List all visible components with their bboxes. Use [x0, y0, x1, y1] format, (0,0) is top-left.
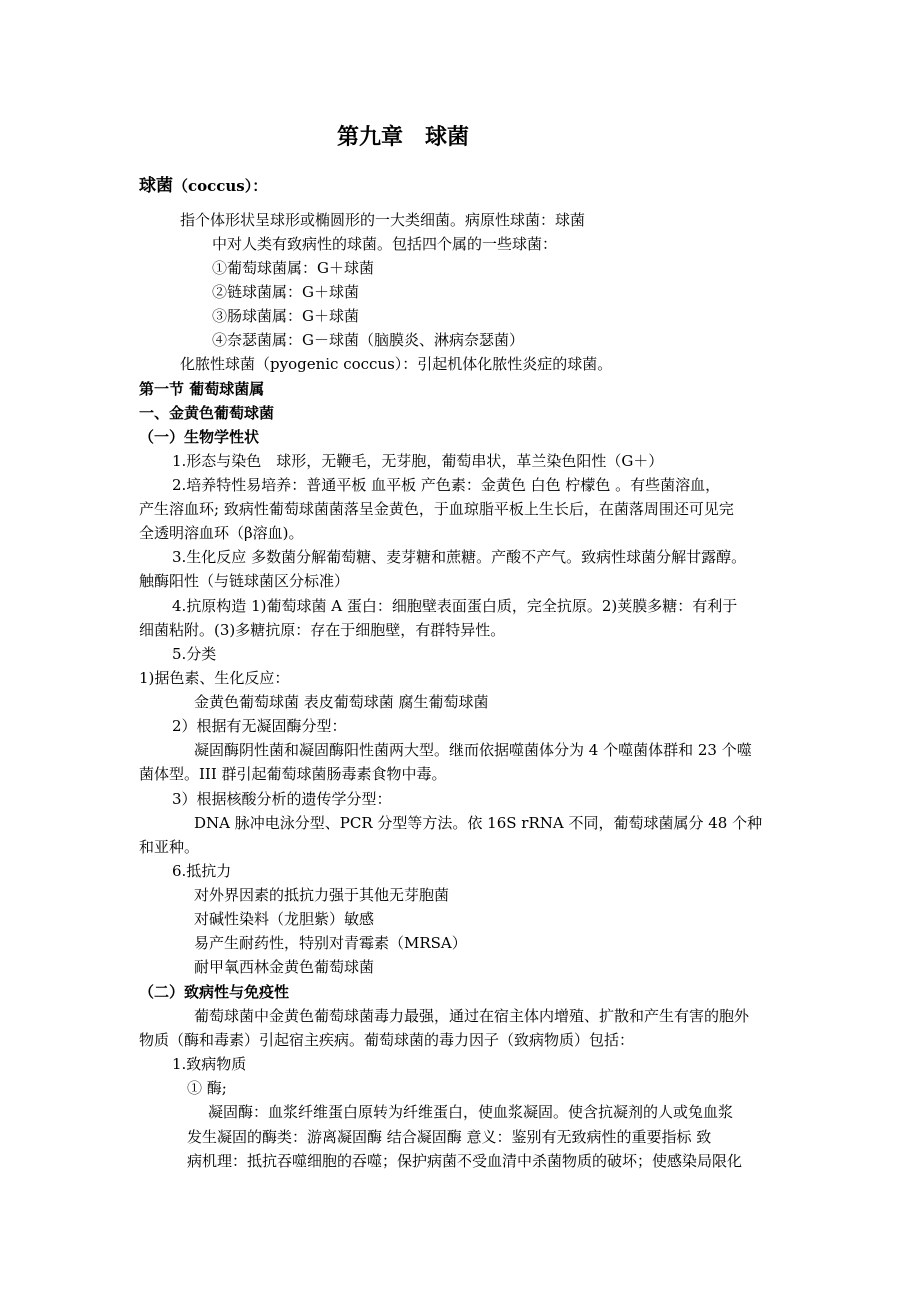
coccus-heading — [139, 175, 267, 197]
paragraph-line: 耐甲氧西林金黄色葡萄球菌 — [194, 958, 375, 976]
paragraph-line: 指个体形状呈球形或椭圆形的一大类细菌。病原性球菌：球菌 — [180, 211, 586, 229]
list-item: ②链球菌属：G＋球菌 — [212, 283, 359, 301]
paragraph-line: 发生凝固的酶类：游离凝固酶 结合凝固酶 意义：鉴别有无致病性的重要指标 致 — [187, 1128, 712, 1146]
paragraph-line: 化脓性球菌（pyogenic coccus）：引起机体化脓性炎症的球菌。 — [180, 355, 613, 373]
paragraph-line: 细菌粘附。(3)多糖抗原：存在于细胞壁，有群特异性。 — [139, 621, 506, 639]
paragraph-line: 菌体型。III 群引起葡萄球菌肠毒素食物中毒。 — [139, 765, 447, 783]
coccus-heading-en: （coccus）： — [173, 177, 268, 195]
section-heading: 第一节 葡萄球菌属 — [139, 380, 265, 398]
subsubsection-heading: （一）生物学性状 — [139, 428, 260, 446]
paragraph-line: 对外界因素的抵抗力强于其他无芽胞菌 — [194, 886, 450, 904]
list-item: ①葡萄球菌属：G＋球菌 — [212, 259, 374, 277]
paragraph-line: 3）根据核酸分析的遗传学分型： — [172, 790, 392, 808]
paragraph-line: 触酶阳性（与链球菌区分标准） — [139, 572, 350, 590]
paragraph-line: 病机理：抵抗吞噬细胞的吞噬；保护病菌不受血清中杀菌物质的破坏；使感染局限化 — [187, 1152, 743, 1170]
paragraph-line: DNA 脉冲电泳分型、PCR 分型等方法。依 16S rRNA 不同，葡萄球菌属分 48 个种 — [194, 814, 763, 832]
list-item: ④奈瑟菌属：G－球菌（脑膜炎、淋病奈瑟菌） — [212, 331, 524, 349]
paragraph-line: 物质（酶和毒素）引起宿主疾病。葡萄球菌的毒力因子（致病物质）包括： — [139, 1031, 635, 1049]
paragraph-line: 4.抗原构造 1)葡萄球菌 A 蛋白：细胞壁表面蛋白质，完全抗原。2)荚膜多糖：有利于 — [172, 597, 738, 615]
paragraph-line: 产生溶血环; 致病性葡萄球菌菌落呈金黄色，于血琼脂平板上生长后，在菌落周围还可见完 — [139, 500, 734, 518]
page-title: 第九章 球菌 — [337, 124, 470, 150]
subsection-heading: 一、金黄色葡萄球菌 — [139, 404, 275, 422]
paragraph-line: 和亚种。 — [139, 838, 200, 856]
paragraph-line: 中对人类有致病性的球菌。包括四个属的一些球菌： — [212, 235, 558, 253]
coccus-heading-main: 球菌 — [139, 176, 173, 196]
paragraph-line: 2）根据有无凝固酶分型： — [172, 717, 347, 735]
paragraph-line: 全透明溶血环（β溶血)。 — [139, 524, 304, 542]
paragraph-line: 凝固酶：血浆纤维蛋白原转为纤维蛋白，使血浆凝固。使含抗凝剂的人或兔血浆 — [208, 1103, 734, 1121]
paragraph-line: 5.分类 — [172, 645, 217, 663]
subsubsection-heading: （二）致病性与免疫性 — [139, 983, 290, 1001]
paragraph-line: 1.致病物质 — [172, 1055, 247, 1073]
paragraph-line: 3.生化反应 多数菌分解葡萄糖、麦芽糖和蔗糖。产酸不产气。致病性球菌分解甘露醇。 — [172, 548, 747, 566]
paragraph-line: 2.培养特性易培养：普通平板 血平板 产色素：金黄色 白色 柠檬色 。有些菌溶血， — [172, 476, 721, 494]
paragraph-line: 凝固酶阴性菌和凝固酶阳性菌两大型。继而依据噬菌体分为 4 个噬菌体群和 23 个噬 — [194, 741, 752, 759]
paragraph-line: 对碱性染料（龙胆紫）敏感 — [194, 910, 375, 928]
paragraph-line: ① 酶; — [187, 1079, 227, 1097]
paragraph-line: 6.抵抗力 — [172, 862, 232, 880]
paragraph-line: 易产生耐药性，特别对青霉素（MRSA） — [194, 934, 467, 952]
list-item: ③肠球菌属：G＋球菌 — [212, 307, 359, 325]
paragraph-line: 金黄色葡萄球菌 表皮葡萄球菌 腐生葡萄球菌 — [194, 693, 489, 711]
paragraph-line: 1)据色素、生化反应： — [139, 669, 290, 687]
paragraph-line: 1.形态与染色 球形，无鞭毛，无芽胞，葡萄串状，革兰染色阳性（G＋） — [172, 452, 664, 470]
paragraph-line: 葡萄球菌中金黄色葡萄球菌毒力最强，通过在宿主体内增殖、扩散和产生有害的胞外 — [194, 1007, 750, 1025]
